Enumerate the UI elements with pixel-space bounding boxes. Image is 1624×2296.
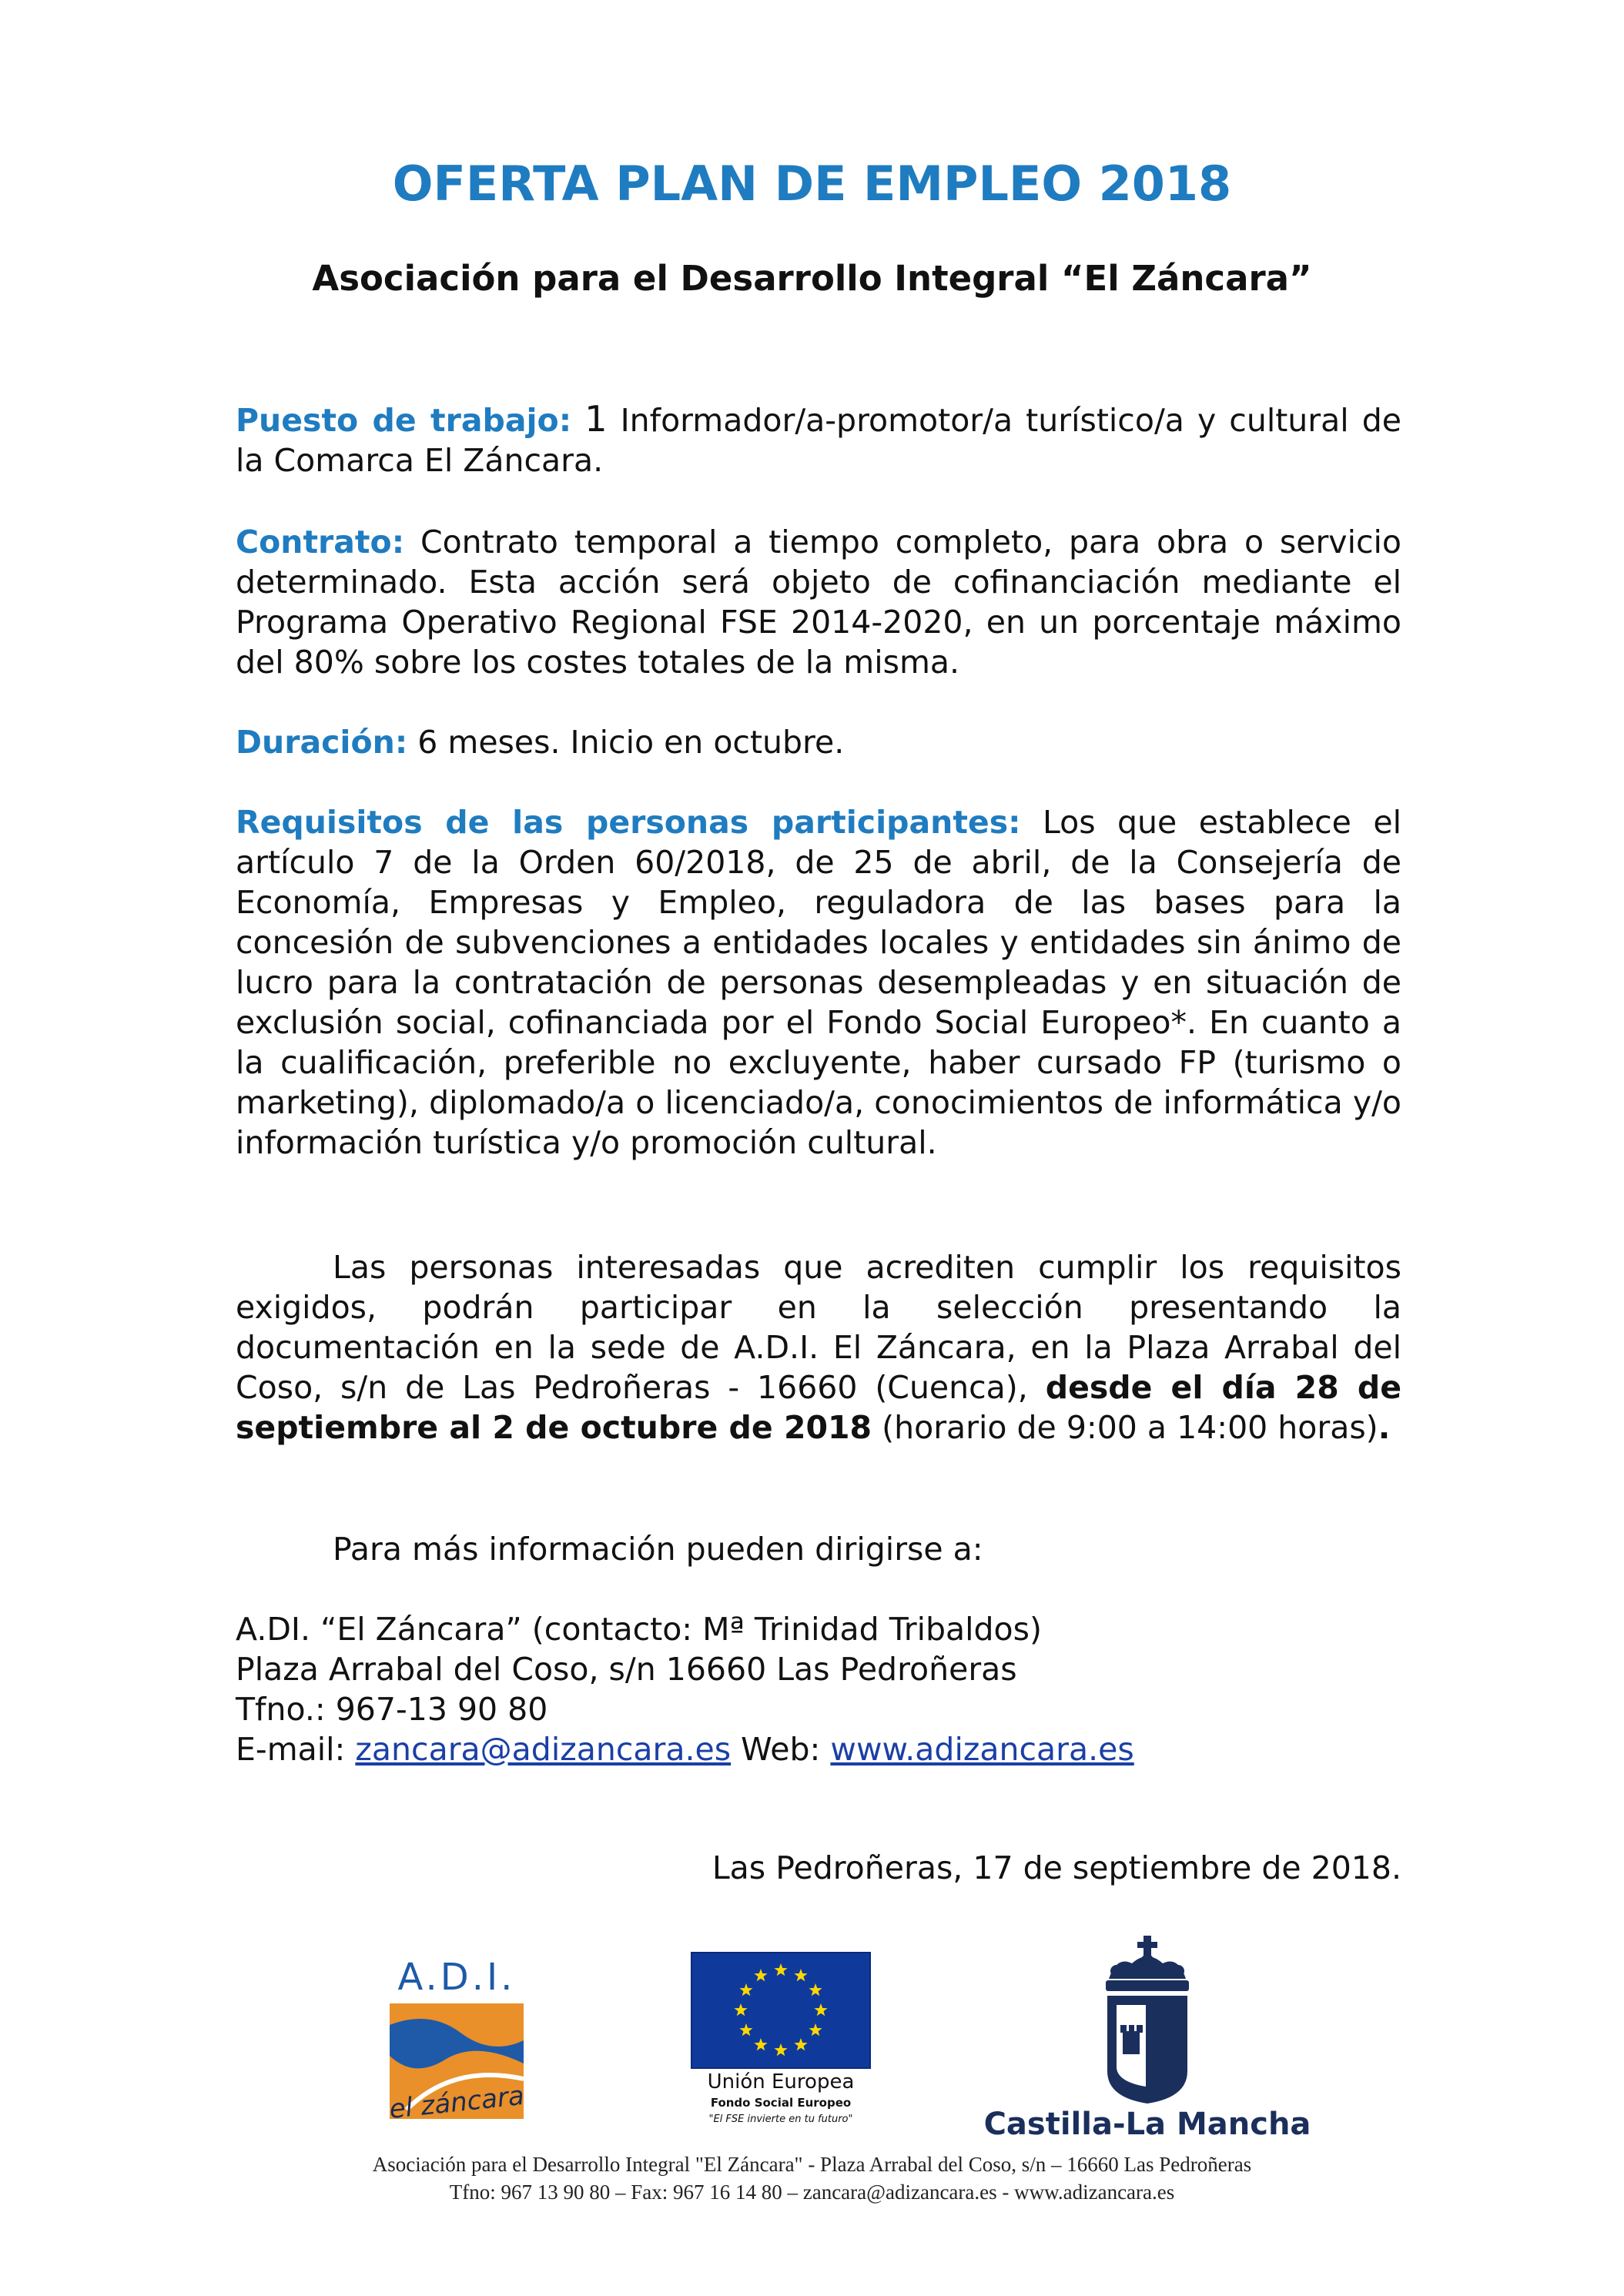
contrato-section (236, 522, 1401, 682)
document-subtitle: Asociación para el Desarrollo Integral “El Záncara” (312, 258, 1312, 299)
eu-fund: Fondo Social Europeo (710, 2096, 852, 2110)
duracion-section (236, 722, 1401, 762)
contact-name: A.DI. “El Záncara” (contacto: Mª Trinidad Tribaldos) (236, 1611, 1042, 1648)
puesto-number: 1 (584, 398, 608, 440)
puesto-label: Puesto de trabajo: (236, 402, 572, 439)
footer-address: Asociación para el Desarrollo Integral "El Záncara" - Plaza Arrabal del Coso, s/n – 16660 Las Pedroñeras (372, 2153, 1252, 2176)
clm-name: Castilla-La Mancha (983, 2107, 1311, 2142)
castilla-la-mancha-logo (983, 1933, 1311, 2142)
web-label: Web: (741, 1731, 821, 1768)
requisitos-text: Los que establece el artículo 7 de la Orden 60/2018, de 25 de abril, de la Consejería de Economía, Empresas y Empleo, reguladora de las bases para la concesión de subvenciones a entidades locales y entidades sin ánimo de lucro para la contratación de personas desempleadas y en situación de exclusión social, cofinanciada por el Fondo Social Europeo*. En cuanto a la cualificación, preferible no excluyente, haber cursado FP (turismo o marketing), diplomado/a o licenciado/a, conocimientos de informática y/o información turística y/o promoción cultural. (236, 804, 1401, 1161)
clm-crown-icon (1106, 1936, 1189, 1991)
document-title: OFERTA PLAN DE EMPLEO 2018 (392, 156, 1232, 212)
info-section: Para más información pueden dirigirse a: (333, 1531, 983, 1568)
web-link[interactable]: www.adizancara.es (830, 1731, 1134, 1768)
adi-zancara-logo (383, 1948, 530, 2125)
solicitud-hours: (horario de 9:00 a 14:00 horas) (882, 1409, 1378, 1446)
footer-contact: Tfno: 967 13 90 80 – Fax: 967 16 14 80 – zancara@adizancara.es - www.adizancara.es (449, 2181, 1175, 2204)
solicitud-text: Las personas interesadas que acrediten cumplir los requisitos exigidos, podrán participar en la selección presentando la documentación en la sede de A.D.I. El Záncara, en la Plaza Arrabal del Coso, s/n de Las Pedroñeras - 16660 (Cuenca), (236, 1249, 1401, 1406)
requisitos-section (236, 802, 1401, 1163)
eu-fse-logo (688, 1951, 873, 2130)
email-link[interactable]: zancara@adizancara.es (355, 1731, 732, 1768)
contact-block (236, 1609, 1134, 1769)
eu-name: Unión Europea (707, 2070, 855, 2094)
contrato-text: Contrato temporal a tiempo completo, para obra o servicio determinado. Esta acción será objeto de cofinanciación mediante el Programa Operativo Regional FSE 2014-2020, en un porcentaje máximo del 80% sobre los costes totales de la misma. (236, 524, 1401, 681)
adi-logo-bottom-text: el záncara (387, 2080, 526, 2126)
clm-shield-icon (1107, 1996, 1187, 2104)
email-label: E-mail: (236, 1731, 346, 1768)
puesto-section (236, 399, 1401, 480)
contrato-label: Contrato: (236, 524, 405, 561)
document-date: Las Pedroñeras, 17 de septiembre de 2018. (712, 1849, 1401, 1886)
puesto-text: Informador/a-promotor/a turístico/a y cultural de la Comarca El Záncara. (236, 402, 1401, 479)
duracion-text: 6 meses. Inicio en octubre. (417, 724, 845, 761)
adi-logo-top-text: A.D.I. (397, 1956, 516, 1999)
duracion-label: Duración: (236, 724, 408, 761)
contact-address: Plaza Arrabal del Coso, s/n 16660 Las Pedroñeras (236, 1651, 1017, 1688)
requisitos-label: Requisitos de las personas participantes: (236, 804, 1021, 841)
eu-motto: "El FSE invierte en tu futuro" (708, 2114, 853, 2125)
contact-phone: Tfno.: 967-13 90 80 (236, 1691, 548, 1728)
solicitud-end: . (1378, 1409, 1391, 1446)
solicitud-section (236, 1247, 1401, 1448)
contact-links (236, 1729, 1134, 1769)
solicitud-dates: desde el día 28 de septiembre al 2 de octubre de 2018 (236, 1369, 1402, 1446)
